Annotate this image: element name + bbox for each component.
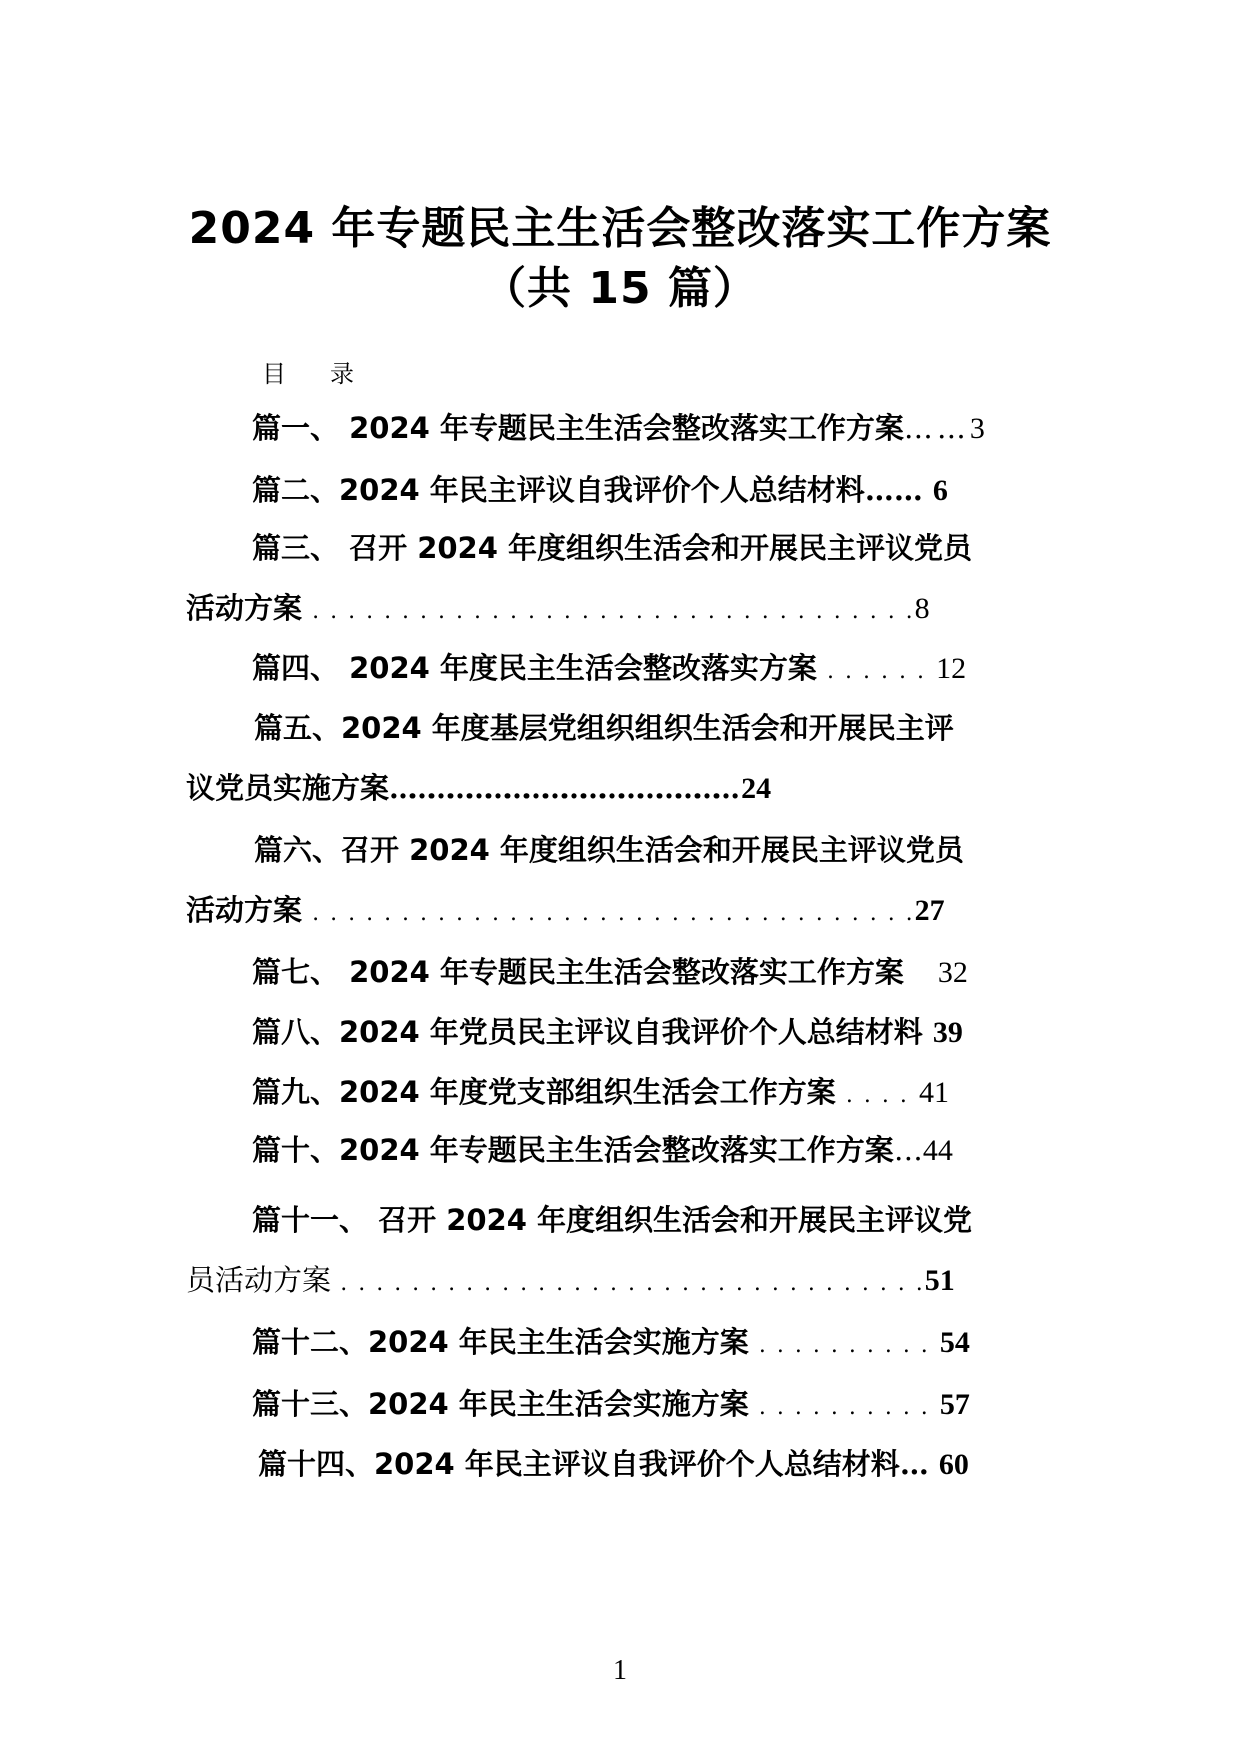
toc-entry-3-cont[interactable]	[186, 588, 930, 628]
toc-page-number: 24	[741, 772, 772, 805]
toc-entry-label-cont: 活动方案	[186, 893, 303, 927]
toc-leader-dots: ……	[903, 411, 970, 445]
toc-entry-label: 篇十、2024 年专题民主生活会整改落实工作方案	[252, 1133, 894, 1167]
toc-entry-label: 篇六、召开 2024 年度组织生活会和开展民主评议党员	[254, 833, 964, 867]
toc-page-number: 3	[969, 412, 985, 445]
toc-page-number: 41	[918, 1076, 949, 1109]
document-title-line2: （共 15 篇）	[482, 263, 758, 314]
toc-entry-7[interactable]	[252, 952, 968, 992]
toc-leader-dots: . . . .	[845, 1083, 909, 1108]
toc-entry-2[interactable]	[252, 470, 948, 510]
toc-leader-dots: …	[899, 1447, 929, 1481]
toc-page-number: 60	[938, 1448, 969, 1481]
page-number: 1	[613, 1655, 627, 1686]
toc-heading-char-2: 录	[330, 360, 354, 388]
toc-entry-11[interactable]	[252, 1200, 972, 1240]
toc-entry-5[interactable]	[254, 708, 954, 748]
toc-entry-label: 篇二、2024 年民主评议自我评价个人总结材料	[252, 473, 865, 507]
toc-entry-label: 篇九、2024 年度党支部组织生活会工作方案	[252, 1075, 836, 1109]
toc-leader-dots: . . . . . . . . . .	[758, 1395, 930, 1420]
toc-entry-label: 篇八、2024 年党员民主评议自我评价个人总结材料	[252, 1015, 923, 1049]
toc-page-number: 57	[939, 1388, 970, 1421]
toc-page-number: 12	[936, 652, 967, 685]
toc-entry-13[interactable]	[252, 1384, 970, 1424]
toc-leader-dots: . . . . . .	[827, 659, 926, 684]
toc-entry-label: 篇七、 2024 年专题民主生活会整改落实工作方案	[252, 955, 904, 989]
toc-entry-label-cont: 议党员实施方案	[186, 771, 390, 805]
toc-leader-dots: ………………………………………………	[389, 772, 732, 805]
toc-entry-6-cont[interactable]	[186, 890, 945, 930]
toc-entry-8[interactable]	[252, 1012, 963, 1052]
toc-entry-4[interactable]	[252, 648, 966, 688]
toc-heading-char-1: 目	[262, 360, 286, 388]
toc-entry-1[interactable]	[252, 408, 985, 448]
toc-leader-dots: . . . . . . . . . . . . . . . . . . . . . . . . . . . . . . . . .	[340, 1271, 925, 1296]
toc-page-number: 32	[937, 956, 968, 989]
toc-entry-9[interactable]	[252, 1072, 949, 1112]
toc-leader-dots: . . . . . . . . . . . . . . . . . . . . . . . . . . . . . . . . . .	[312, 599, 915, 624]
toc-entry-14[interactable]	[258, 1444, 969, 1484]
toc-entry-label: 篇十一、 召开 2024 年度组织生活会和开展民主评议党	[252, 1203, 973, 1237]
toc-entry-3[interactable]	[252, 528, 972, 568]
toc-entry-label-cont: 员活动方案	[186, 1263, 332, 1297]
toc-entry-11-cont[interactable]	[186, 1260, 955, 1300]
toc-entry-10[interactable]	[252, 1130, 953, 1170]
toc-leader-dots: ……	[864, 473, 923, 507]
toc-page-number: 39	[932, 1016, 963, 1049]
toc-page-number: 27	[914, 894, 945, 927]
toc-entry-label: 篇十三、2024 年民主生活会实施方案	[252, 1387, 749, 1421]
toc-entry-label: 篇一、 2024 年专题民主生活会整改落实工作方案	[252, 411, 904, 445]
toc-page-number: 6	[932, 474, 948, 507]
toc-leader-dots: …	[893, 1133, 923, 1167]
toc-leader-dots: . . . . . . . . . . . . . . . . . . . . . . . . . . . . . . . . . .	[312, 901, 915, 926]
toc-page-number: 8	[914, 592, 930, 625]
toc-entry-5-cont[interactable]	[186, 768, 771, 808]
document-title-line1: 2024 年专题民主生活会整改落实工作方案	[188, 203, 1052, 254]
toc-heading	[262, 354, 354, 389]
toc-entry-label: 篇三、 召开 2024 年度组织生活会和开展民主评议党员	[252, 531, 973, 565]
toc-entry-6[interactable]	[254, 830, 964, 870]
toc-page-number: 44	[922, 1134, 953, 1167]
toc-entry-12[interactable]	[252, 1322, 970, 1362]
toc-entry-label: 篇四、 2024 年度民主生活会整改落实方案	[252, 651, 817, 685]
toc-entry-label: 篇十四、2024 年民主评议自我评价个人总结材料	[258, 1447, 900, 1481]
toc-page-number: 54	[939, 1326, 970, 1359]
toc-entry-label: 篇十二、2024 年民主生活会实施方案	[252, 1325, 749, 1359]
toc-entry-label: 篇五、2024 年度基层党组织组织生活会和开展民主评	[254, 711, 954, 745]
toc-page-number: 51	[924, 1264, 955, 1297]
toc-entry-label-cont: 活动方案	[186, 591, 303, 625]
toc-leader-dots: . . . . . . . . . .	[758, 1333, 930, 1358]
